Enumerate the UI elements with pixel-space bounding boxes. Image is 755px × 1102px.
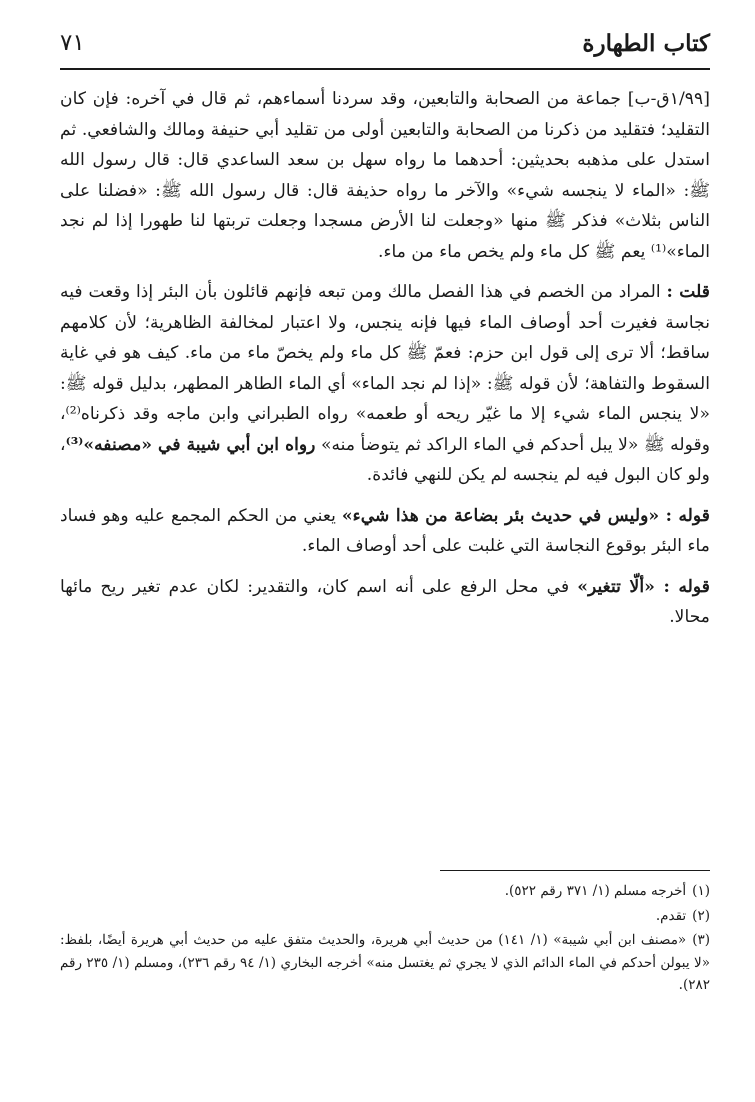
paragraph-1-text: [١/٩٩ق-ب] جماعة من الصحابة والتابعين، وقد سردنا أسماءهم، ثم قال في آخره: فإن كان التقليد؛ فتقليد من ذكرنا من الصحابة والتابعين أولى من تقليد أبي حنيفة ومالك والشافعي. ثم استدل على مذهبه بحديثين: أحدهما ما رواه سهل بن سعد الساعدي قال: قال رسول الله ﷺ: «الماء لا ينجسه شيء» والآخر ما رواه حذيفة قال: قال رسول الله ﷺ: «فضلنا على الناس بثلاث» فذكر ﷺ منها «وجعلت لنا الأرض مسجدا وجعلت تربتها لنا طهورا إذا لم نجد الماء»⁽¹⁾ يعم ﷺ كل ماء ولم يخص ماء من ماء. xyxy=(60,89,710,262)
footnote-text: «مصنف ابن أبي شيبة» (١/ ١٤١) من حديث أبي هريرة، والحديث متفق عليه من حديث أبي هريرة أيضًا، بلفظ: «لا يبولن أحدكم في الماء الدائم الذي لا يجري ثم يغتسل منه» أخرجه البخاري (١/ ٩٤ رقم ٢٣٦)، ومسلم (١/ ٢٣٥ رقم ٢٨٢). xyxy=(60,932,710,993)
footnotes xyxy=(60,880,710,999)
paragraph-2 xyxy=(60,277,710,491)
footnote-3 xyxy=(60,929,710,997)
running-header xyxy=(60,30,710,64)
paragraph-3-label: قوله : «وليس في حديث بئر بضاعة من هذا شيء» xyxy=(341,505,710,526)
footnote-rule xyxy=(440,870,710,871)
paragraph-2-bold: رواه ابن أبي شيبة في «مصنفه»⁽³⁾ xyxy=(65,434,316,455)
footnote-number: (٢) xyxy=(692,907,710,924)
footnote-text: تقدم. xyxy=(655,907,687,924)
paragraph-4-label: قوله : «ألّا تتغير» xyxy=(577,576,710,597)
paragraph-2-label: قلت : xyxy=(666,282,710,302)
page-number: ٧١ xyxy=(60,30,85,56)
paragraph-2-tail: ، ولو كان البول فيه لم ينجسه لم يكن للنهي فائدة. xyxy=(60,434,710,485)
paragraph-4 xyxy=(60,572,710,633)
paragraph-3 xyxy=(60,501,710,562)
paragraph-3-text: يعني من الحكم المجمع عليه وهو فساد ماء البئر بوقوع النجاسة التي غلبت على أحد أوصاف الماء. xyxy=(60,505,710,556)
footnote-number: (٣) xyxy=(692,932,711,948)
footnote-text: أخرجه مسلم (١/ ٣٧١ رقم ٥٢٢). xyxy=(504,883,687,899)
main-text xyxy=(60,84,710,643)
paragraph-4-text: في محل الرفع على أنه اسم كان، والتقدير: لكان عدم تغير ريح مائها محالا. xyxy=(60,576,710,627)
book-title: كتاب الطهارة xyxy=(582,30,710,57)
footnote-number: (١) xyxy=(692,883,710,899)
paragraph-1 xyxy=(60,84,710,267)
paragraph-2-text: المراد من الخصم في هذا الفصل مالك ومن تبعه فإنهم قائلون بأن البئر إذا وقعت فيه نجاسة فغيرت أحد أوصاف الماء فيها فإنه ينجس، ولا اعتبار لمخالفة الظاهرية؛ لأن كلامهم ساقط؛ ألا ترى إلى قول ابن حزم: فعمّ ﷺ كل ماء ولم يخصّ ماء من ماء. كيف هو في غاية السقوط والتفاهة؛ لأن قوله ﷺ: «إذا لم نجد الماء» أي الماء الطاهر المطهر، بدليل قوله ﷺ: «لا ينجس الماء شيء إلا ما غيّر ريحه أو طعمه» رواه الطبراني وابن ماجه وقد ذكرناه⁽²⁾، وقوله ﷺ «لا يبل أحدكم في الماء الراكد ثم يتوضأ منه» xyxy=(60,282,710,455)
footnote-1 xyxy=(60,880,710,903)
footnote-2 xyxy=(60,905,710,928)
header-rule xyxy=(60,68,710,70)
